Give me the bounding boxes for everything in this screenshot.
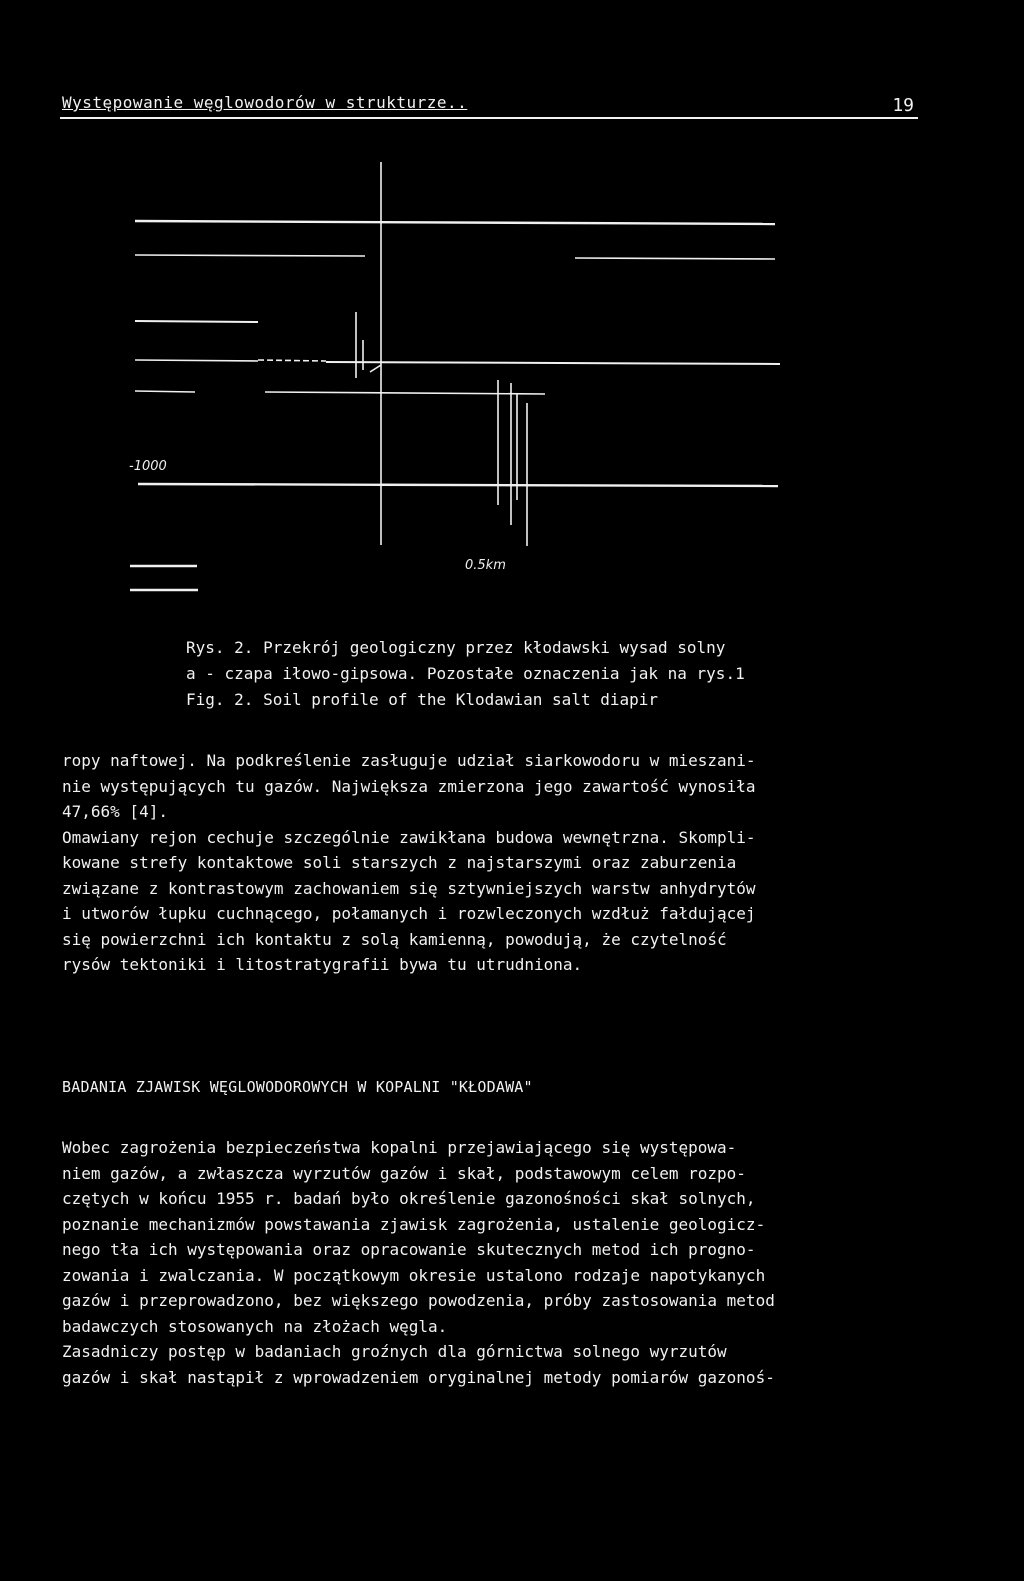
depth-label: -1000 (129, 459, 167, 474)
section-heading: BADANIA ZJAWISK WĘGLOWODOROWYCH W KOPALNI "KŁODAWA" (62, 1078, 533, 1096)
caption-line: Rys. 2. Przekrój geologiczny przez kłodawski wysad solny (186, 638, 726, 657)
scale-label: 0.5km (465, 558, 506, 573)
running-title: Występowanie węglowodorów w strukturze.. (62, 93, 468, 112)
text-line: związane z kontrastowym zachowaniem się sztywniejszych warstw anhydrytów (62, 878, 756, 898)
text-line: nego tła ich występowania oraz opracowanie skutecznych metod ich progno- (62, 1240, 756, 1259)
page-number: 19 (892, 95, 914, 116)
text-line: Omawiany rejon cechuje szczególnie zawikłana budowa wewnętrzna. Skompli- (62, 827, 756, 847)
text-line: się powierzchni ich kontaktu z solą kamienną, powodują, że czytelność (62, 929, 727, 949)
text-line: badawczych stosowanych na złożach węgla. (62, 1316, 448, 1336)
caption-line: a - czapa iłowo-gipsowa. Pozostałe oznaczenia jak na rys.1 (186, 664, 745, 683)
text-line: niem gazów, a zwłaszcza wyrzutów gazów i skał, podstawowym celem rozpo- (62, 1163, 746, 1183)
paragraph-2 (62, 1135, 942, 1390)
text-line: 47,66% [4]. (62, 802, 168, 821)
text-line: czętych w końcu 1955 r. badań było określenie gazonośności skał solnych, (62, 1189, 756, 1208)
text-line: rysów tektoniki i litostratygrafii bywa tu utrudniona. (62, 955, 583, 974)
text-line: Zasadniczy postęp w badaniach groźnych dla górnictwa solnego wyrzutów (62, 1342, 727, 1361)
text-line: nie występujących tu gazów. Największa zmierzona jego zawartość wynosiła (62, 776, 756, 796)
caption-line: Fig. 2. Soil profile of the Klodawian salt diapir (186, 690, 659, 709)
figure-caption (186, 635, 745, 713)
text-line: zowania i zwalczania. W początkowym okresie ustalono rodzaje napotykanych (62, 1265, 766, 1285)
text-line: ropy naftowej. Na podkreślenie zasługuje udział siarkowodoru w mieszani- (62, 751, 756, 770)
text-line: gazów i skał nastąpił z wprowadzeniem oryginalnej metody pomiarów gazonoś- (62, 1367, 775, 1387)
text-line: kowane strefy kontaktowe soli starszych z najstarszymi oraz zaburzenia (62, 853, 737, 872)
geological-cross-section (0, 150, 1024, 610)
text-line: poznanie mechanizmów powstawania zjawisk zagrożenia, ustalenie geologicz- (62, 1214, 766, 1234)
paragraph-1 (62, 748, 942, 978)
text-line: Wobec zagrożenia bezpieczeństwa kopalni przejawiającego się występowa- (62, 1138, 737, 1157)
text-line: gazów i przeprowadzono, bez większego powodzenia, próby zastosowania metod (62, 1291, 775, 1310)
header-rule (60, 117, 918, 119)
text-line: i utworów łupku cuchnącego, połamanych i rozwleczonych wzdłuż fałdującej (62, 904, 756, 923)
